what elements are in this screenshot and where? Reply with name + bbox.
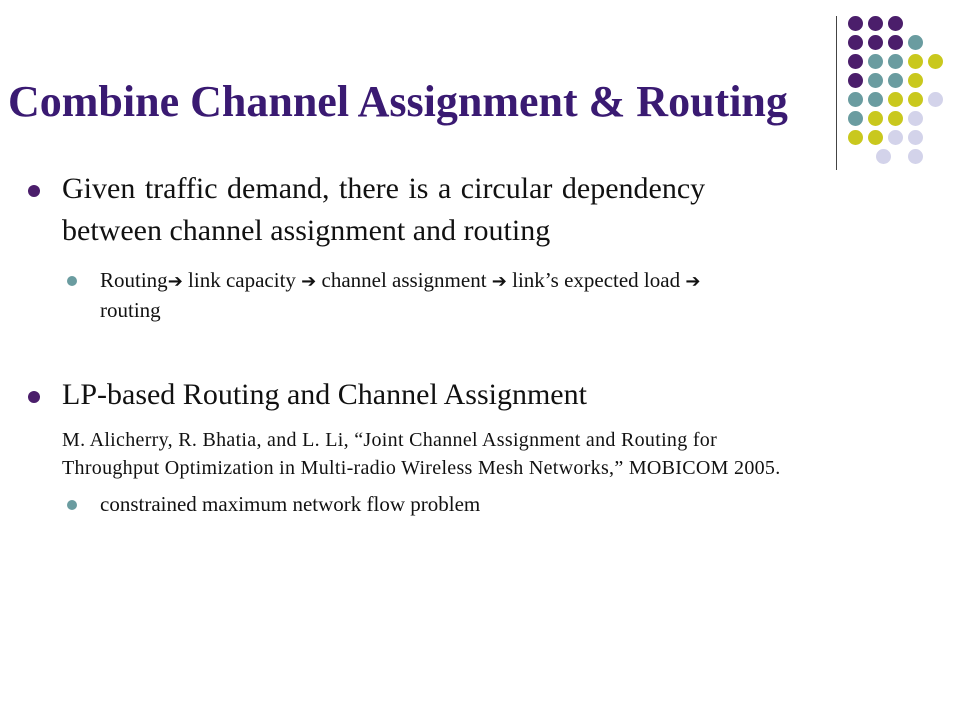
dot — [868, 73, 883, 88]
dot — [868, 16, 883, 31]
dot — [908, 35, 923, 50]
dot — [868, 35, 883, 50]
dot — [848, 54, 863, 69]
bullet-dot — [28, 185, 40, 197]
dot — [888, 92, 903, 107]
dot — [848, 35, 863, 50]
right-arrow-icon: ➔ — [491, 271, 507, 292]
dot — [928, 92, 943, 107]
sub-bullet-routing-cycle — [100, 266, 900, 325]
dot — [888, 35, 903, 50]
dot — [848, 73, 863, 88]
dot — [868, 130, 883, 145]
cycle-routing: Routing — [100, 268, 168, 292]
slide-title: Combine Channel Assignment & Routing — [8, 77, 788, 126]
dot — [908, 149, 923, 164]
dot — [908, 73, 923, 88]
dot — [888, 111, 903, 126]
dot — [868, 54, 883, 69]
bullet-text-line1: Given traffic demand, there is a circular dependency — [62, 172, 706, 205]
cycle-expected-load: link’s expected load — [506, 268, 686, 292]
right-arrow-icon: ➔ — [167, 271, 183, 292]
cycle-channel-assignment: channel assignment — [316, 268, 492, 292]
dot — [848, 92, 863, 107]
dot — [908, 111, 923, 126]
bullet-dot — [28, 391, 40, 403]
dot — [848, 111, 863, 126]
bullet-lp-based — [62, 374, 862, 416]
title-divider-line — [836, 16, 837, 170]
sub-bullet-max-flow — [100, 490, 900, 519]
bullet-circular-dependency — [62, 168, 862, 252]
right-arrow-icon: ➔ — [685, 271, 701, 292]
dot — [848, 130, 863, 145]
citation-line2: Throughput Optimization in Multi-radio Wireless Mesh Networks,” MOBICOM 2005. — [62, 457, 781, 479]
sub-bullet-dot — [67, 500, 77, 510]
cycle-link-capacity: link capacity — [182, 268, 302, 292]
dot — [868, 92, 883, 107]
dot — [868, 111, 883, 126]
cycle-routing-end: routing — [100, 298, 161, 322]
sub-bullet-dot — [67, 276, 77, 286]
bullet-text-line2: between channel assignment and routing — [62, 214, 551, 247]
dot — [888, 16, 903, 31]
sub-bullet-text: constrained maximum network flow problem — [100, 492, 481, 516]
dot — [888, 54, 903, 69]
reference-citation — [62, 426, 942, 482]
dot — [908, 92, 923, 107]
dot — [908, 54, 923, 69]
dot — [908, 130, 923, 145]
bullet-text: LP-based Routing and Channel Assignment — [62, 378, 587, 411]
citation-line1: M. Alicherry, R. Bhatia, and L. Li, “Joint Channel Assignment and Routing for — [62, 429, 718, 451]
dot — [876, 149, 891, 164]
right-arrow-icon: ➔ — [301, 271, 317, 292]
dot — [888, 130, 903, 145]
dot — [848, 16, 863, 31]
dot — [888, 73, 903, 88]
decorative-dot-grid — [848, 12, 958, 152]
dot — [928, 54, 943, 69]
